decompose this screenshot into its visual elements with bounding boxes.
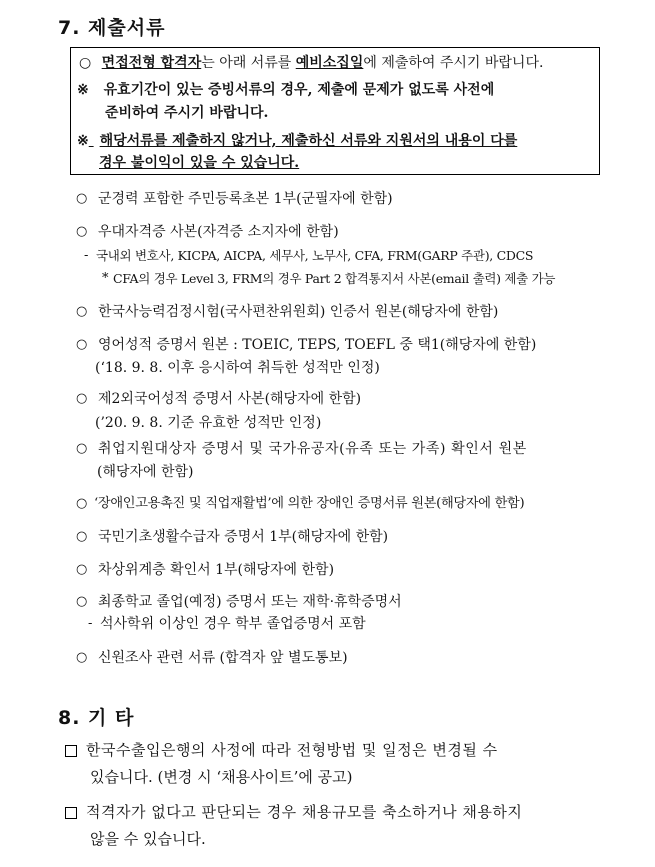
checkbox-icon: [65, 745, 77, 757]
list-bullet: ○: [76, 224, 88, 239]
notice-text: 는 아래 서류를: [201, 55, 296, 71]
notice-line-4: [77, 132, 517, 150]
list-item-note: (해당자에 한함): [97, 464, 194, 480]
etc-item-line-2: 있습니다. (변경 시 ‘채용사이트’에 공고): [90, 768, 353, 786]
list-item-note: (’20. 9. 8. 기준 유효한 성적만 인정): [95, 415, 322, 431]
etc-item-line-1: 한국수출입은행의 사정에 따라 전형방법 및 일정은 변경될 수: [86, 741, 498, 759]
list-item: 차상위계층 확인서 1부(해당자에 한함): [98, 562, 335, 578]
list-bullet: ○: [76, 594, 88, 609]
list-item: 석사학위 이상인 경우 학부 졸업증명서 포함: [100, 616, 366, 632]
list-item: 한국사능력검정시험(국사편찬위원회) 인증서 원본(해당자에 한함): [98, 304, 499, 320]
checkbox-icon: [65, 807, 77, 819]
list-bullet: ○: [76, 529, 88, 544]
list-bullet: ○: [76, 304, 88, 319]
list-item: 국민기초생활수급자 증명서 1부(해당자에 한함): [98, 529, 389, 545]
list-bullet: ○: [76, 391, 88, 406]
list-bullet: ○: [76, 496, 88, 511]
list-bullet: -: [88, 616, 93, 631]
list-item: 우대자격증 사본(자격증 소지자에 한함): [98, 224, 339, 240]
notice-text: 유효기간이 있는 증빙서류의 경우, 제출에 문제가 없도록 사전에: [103, 82, 495, 98]
notice-emphasis-date: 예비소집일: [295, 55, 364, 71]
list-bullet: ○: [76, 191, 88, 206]
list-bullet: ○: [76, 650, 88, 665]
list-item: 취업지원대상자 증명서 및 국가유공자(유족 또는 가족) 확인서 원본: [98, 441, 527, 457]
list-item-note: (‘18. 9. 8. 이후 응시하여 취득한 성적만 인정): [95, 360, 380, 376]
notice-line-2: [77, 81, 494, 99]
notice-line-3: 준비하여 주시기 바랍니다.: [105, 105, 269, 121]
notice-text: 해당서류를 제출하지 않거나, 제출하신 서류와 지원서의 내용이 다를: [99, 133, 518, 149]
list-bullet: ○: [76, 337, 88, 352]
section-8-title: 8. 기 타: [58, 707, 135, 729]
notice-text: 에 제출하여 주시기 바랍니다.: [363, 55, 544, 71]
list-item: CFA의 경우 Level 3, FRM의 경우 Part 2 합격통지서 사본(email 출력) 제출 가능: [113, 271, 556, 286]
notice-line-1: [79, 54, 543, 72]
notice-marker: ※: [77, 133, 89, 149]
list-item: 국내외 변호사, KICPA, AICPA, 세무사, 노무사, CFA, FRM(GARP 주관), CDCS: [96, 248, 534, 263]
etc-item-line-1: 적격자가 없다고 판단되는 경우 채용규모를 축소하거나 채용하지: [86, 803, 523, 821]
list-item: 제2외국어성적 증명서 사본(해당자에 한함): [98, 391, 362, 407]
notice-line-5: 경우 불이익이 있을 수 있습니다.: [99, 155, 300, 171]
list-item: 영어성적 증명서 원본 : TOEIC, TEPS, TOEFL 중 택1(해당자에 한함): [98, 337, 537, 353]
section-7-title: 7. 제출서류: [58, 17, 166, 39]
list-item: ‘장애인고용촉진 및 직업재활법’에 의한 장애인 증명서류 원본(해당자에 한함): [94, 496, 525, 511]
list-item: 군경력 포함한 주민등록초본 1부(군필자에 한함): [98, 191, 393, 207]
notice-box: [70, 47, 600, 175]
list-bullet: *: [102, 271, 109, 286]
list-bullet: ○: [76, 441, 88, 456]
etc-item-line-2: 않을 수 있습니다.: [90, 830, 206, 848]
list-bullet: -: [84, 248, 89, 263]
list-item: 최종학교 졸업(예정) 증명서 또는 재학·휴학증명서: [98, 594, 402, 610]
notice-emphasis-applicants: 면접전형 합격자: [101, 55, 202, 71]
list-item: 신원조사 관련 서류 (합격자 앞 별도통보): [98, 650, 348, 666]
notice-marker: ○: [79, 55, 92, 71]
list-bullet: ○: [76, 562, 88, 577]
notice-marker: ※: [77, 82, 89, 98]
